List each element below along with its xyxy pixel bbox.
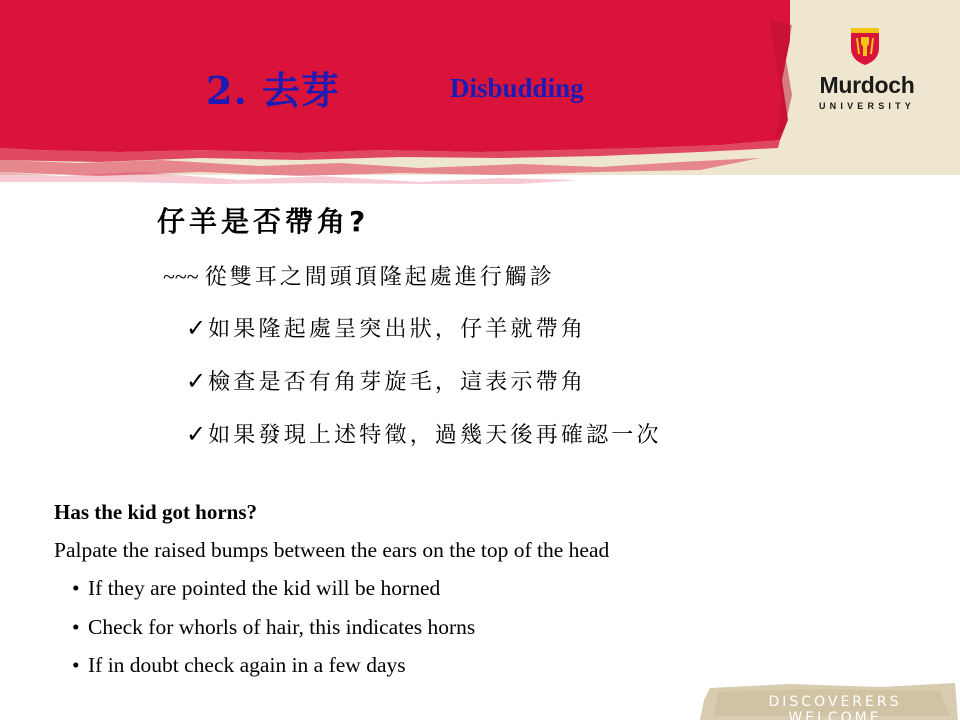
english-item-text: Check for whorls of hair, this indicates horns [88,615,476,639]
chinese-item [186,365,586,396]
checkmark-icon: ✓ [186,419,207,448]
logo-subtitle: UNIVERSITY [818,101,915,111]
checkmark-icon: ✓ [186,313,207,342]
chinese-item-text: 檢查是否有角芽旋毛，這表示帶角 [208,370,587,395]
english-item-text: If they are pointed the kid will be horned [88,576,441,600]
chinese-heading: 仔羊是否帶角? [157,205,370,238]
english-intro: Palpate the raised bumps between the ears on the top of the head [54,538,610,562]
title-english: Disbudding [450,73,584,103]
english-bullet-item [72,653,406,678]
english-bullet-item [72,576,440,601]
checkmark-icon: ✓ [186,366,207,395]
english-heading: Has the kid got horns? [54,500,258,524]
logo-name: Murdoch [819,72,915,98]
murdoch-university-logo [812,26,922,116]
chinese-intro [163,260,555,291]
chinese-item-text: 如果發現上述特徵，過幾天後再確認一次 [208,423,662,448]
bullet-icon: • [72,653,80,677]
english-bullet-item [72,615,475,640]
chinese-item-text: 如果隆起處呈突出狀，仔羊就帶角 [208,317,587,342]
chinese-intro-text: 從雙耳之間頭頂隆起處進行觸診 [204,265,555,290]
bullet-icon: • [72,576,80,600]
crest-icon [849,26,881,66]
chinese-item [186,418,662,449]
english-item-text: If in doubt check again in a few days [88,653,406,677]
footer-slogan: DISCOVERERS WELCOME [768,694,902,726]
chinese-item [186,312,586,343]
tilde-marker: ~~~ [163,264,199,289]
footer-slogan-stamp [700,680,960,726]
title-chinese: 2. 去芽 [206,68,340,113]
bullet-icon: • [72,615,80,639]
